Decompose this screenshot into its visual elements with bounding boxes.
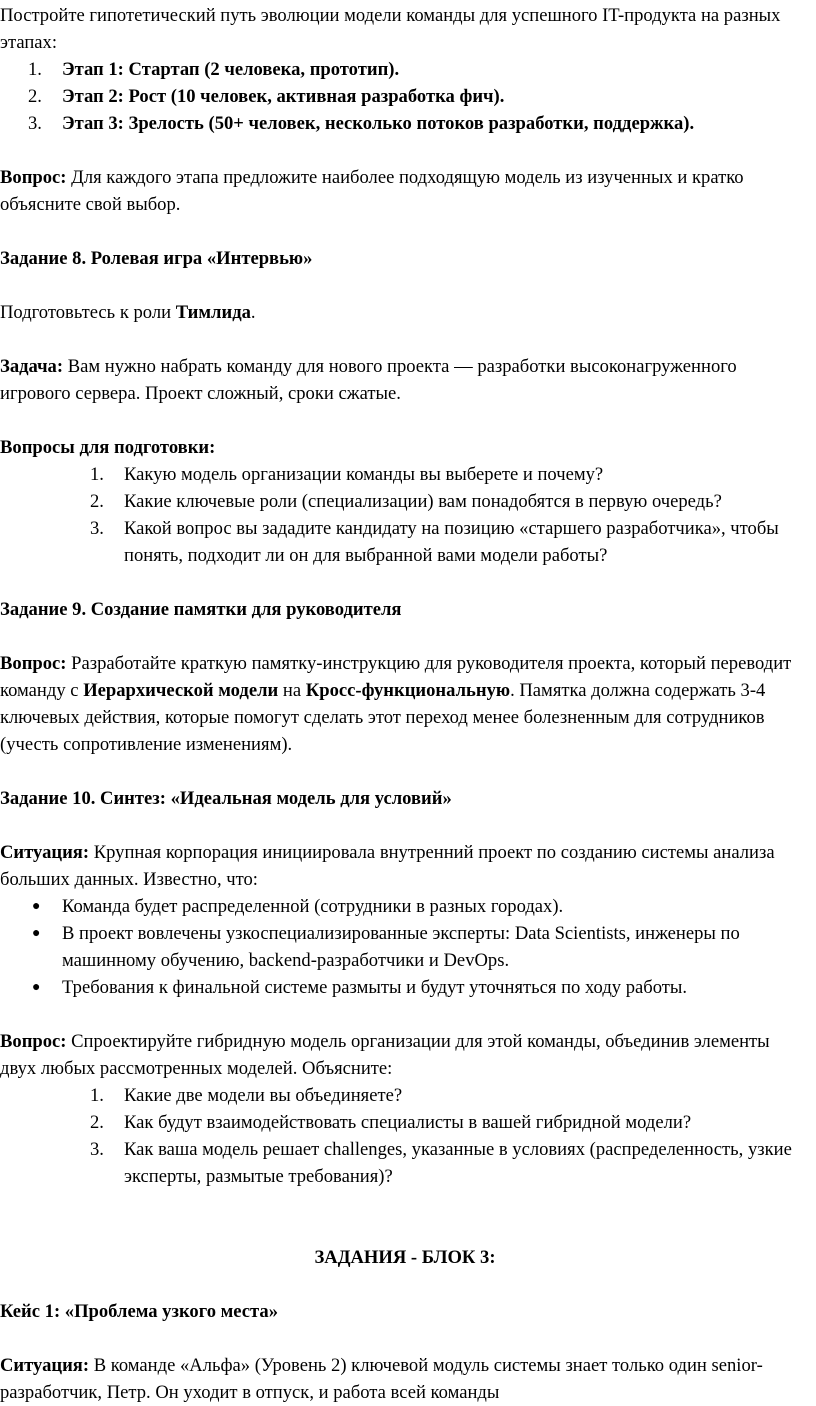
list-item (0, 1109, 810, 1136)
situation-text: В команде «Альфа» (Уровень 2) ключевой модуль системы знает только один senior-разработчик, Петр. Он уходит в отпуск, и работа всей команды (0, 1355, 763, 1403)
list-item (0, 461, 810, 488)
stages-list (0, 56, 810, 137)
list-item-text: Какую модель организации команды вы выберете и почему? (124, 464, 604, 485)
bullet-icon: ● (32, 899, 41, 914)
case1-title (0, 1298, 810, 1325)
list-item-text: Какие две модели вы объединяете? (124, 1085, 403, 1106)
list-item-text: Как ваша модель решает challenges, указанные в условиях (распределенность, узкие эксперты, размытые требования)? (124, 1139, 792, 1187)
task10-question (0, 1028, 810, 1082)
list-item (0, 1082, 810, 1109)
cross-functional-term: Кросс-функциональную (305, 680, 511, 701)
list-number: 1. (90, 1085, 104, 1106)
list-number: 3. (90, 1139, 104, 1160)
case1-situation (0, 1352, 810, 1406)
task10-title (0, 785, 810, 812)
case1-title-text: Кейс 1: «Проблема узкого места» (0, 1301, 278, 1322)
questions-label: Вопросы для подготовки: (0, 437, 216, 458)
bullet-icon: ● (32, 980, 41, 995)
task8-questions-list (0, 461, 810, 569)
task9-title-text: Задание 9. Создание памятки для руководителя (0, 599, 402, 620)
prepare-role: Тимлида (175, 302, 251, 323)
list-item (0, 56, 810, 83)
question-label: Вопрос: (0, 167, 67, 188)
list-item-text: Требования к финальной системе размыты и будут уточняться по ходу работы. (62, 977, 688, 998)
list-number: 2. (90, 1112, 104, 1133)
question-text: Для каждого этапа предложите наиболее подходящую модель из изученных и кратко объясните свой выбор. (0, 167, 744, 215)
list-item-text: Команда будет распределенной (сотрудники в разных городах). (62, 896, 564, 917)
task-text: Вам нужно набрать команду для нового проекта — разработки высоконагруженного игрового сервера. Проект сложный, сроки сжатые. (0, 356, 737, 404)
block3-heading (0, 1244, 810, 1271)
task10-situation (0, 839, 810, 893)
intro-paragraph: Постройте гипотетический путь эволюции модели команды для успешного IT-продукта на разных этапах: (0, 5, 781, 53)
task10-questions-list (0, 1082, 810, 1190)
task8-prepare (0, 299, 810, 326)
task9-title (0, 596, 810, 623)
task8-title-text: Задание 8. Ролевая игра «Интервью» (0, 248, 313, 269)
list-item (0, 893, 810, 920)
situation-label: Ситуация: (0, 1355, 90, 1376)
question-text: на (278, 680, 306, 701)
list-number: 2. (28, 86, 42, 107)
list-item (0, 110, 810, 137)
question-text: Разработайте краткую памятку-инструкцию для руководителя проекта, который переводит команду с (0, 653, 792, 701)
list-number: 1. (90, 464, 104, 485)
question-label: Вопрос: (0, 1031, 67, 1052)
list-number: 3. (28, 113, 42, 134)
list-item (0, 83, 810, 110)
list-item-text: Этап 1: Стартап (2 человека, прототип). (62, 59, 400, 80)
list-number: 1. (28, 59, 42, 80)
list-item-text: Какой вопрос вы зададите кандидату на позицию «старшего разработчика», чтобы понять, подходит ли он для выбранной вами модели работы? (124, 518, 779, 566)
list-item-text: Какие ключевые роли (специализации) вам понадобятся в первую очередь? (124, 491, 722, 512)
question-text: Спроектируйте гибридную модель организации для этой команды, объединив элементы двух любых рассмотренных моделей. Объясните: (0, 1031, 770, 1079)
list-number: 2. (90, 491, 104, 512)
list-item (0, 1136, 810, 1190)
list-item-text: Этап 3: Зрелость (50+ человек, несколько потоков разработки, поддержка). (62, 113, 695, 134)
intro-question (0, 164, 810, 218)
task10-title-text: Задание 10. Синтез: «Идеальная модель для условий» (0, 788, 452, 809)
list-item (0, 488, 810, 515)
list-item (0, 920, 810, 974)
question-text: . Памятка должна содержать 3-4 ключевых действия, которые помогут сделать этот переход менее болезненным для сотрудников (учесть сопротивление изменениям). (0, 680, 766, 755)
task8-task (0, 353, 810, 407)
list-item-text: В проект вовлечены узкоспециализированные эксперты: Data Scientists, инженеры по машинному обучению, backend-разработчики и DevOps. (62, 923, 740, 971)
list-item (0, 974, 810, 1001)
list-item (0, 515, 810, 569)
list-number: 3. (90, 518, 104, 539)
question-label: Вопрос: (0, 653, 67, 674)
task8-questions-label (0, 434, 810, 461)
prepare-prefix: Подготовьтесь к роли (0, 302, 176, 323)
list-item-text: Этап 2: Рост (10 человек, активная разработка фич). (62, 86, 505, 107)
prepare-suffix: . (250, 302, 256, 323)
list-item-text: Как будут взаимодействовать специалисты в вашей гибридной модели? (124, 1112, 692, 1133)
task9-question (0, 650, 810, 758)
block3-heading-text: ЗАДАНИЯ - БЛОК 3: (314, 1247, 496, 1268)
task-label: Задача: (0, 356, 64, 377)
task10-facts-list (0, 893, 810, 1001)
situation-label: Ситуация: (0, 842, 90, 863)
bullet-icon: ● (32, 926, 41, 941)
task8-title (0, 245, 810, 272)
hierarchical-model-term: Иерархической модели (83, 680, 279, 701)
situation-text: Крупная корпорация инициировала внутренний проект по созданию системы анализа больших данных. Известно, что: (0, 842, 775, 890)
